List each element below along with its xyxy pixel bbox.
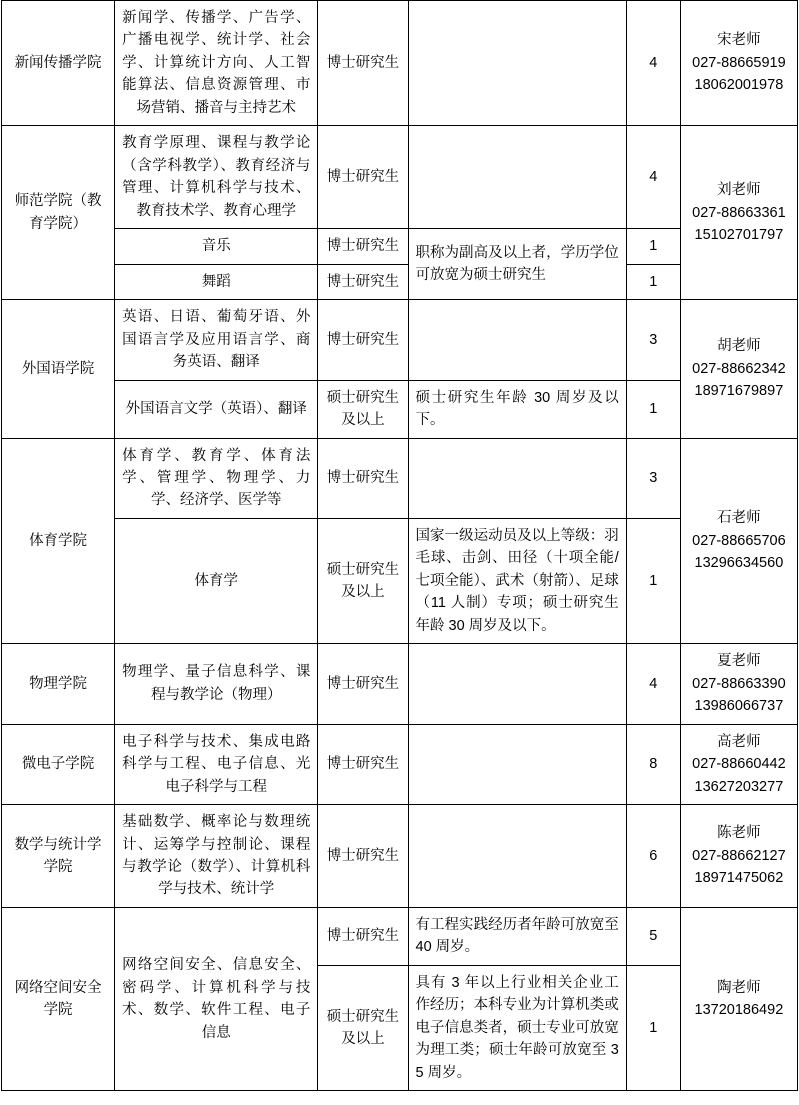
contact-name: 陈老师 [717,825,761,842]
cell-contact [680,805,797,908]
contact-mobile: 13627203277 [694,778,784,795]
cell-degree: 博士研究生 [318,264,408,299]
table-row [2,1,798,126]
contact-name: 宋老师 [717,32,761,49]
cell-remark [408,300,626,380]
cell-major: 网络空间安全、信息安全、密码学、计算机科学与技术、数学、软件工程、电子信息 [115,907,318,1090]
cell-major: 物理学、量子信息科学、课程与教学论（物理） [115,644,318,724]
contact-name: 胡老师 [717,338,761,355]
cell-degree: 博士研究生 [318,907,408,965]
table-row [2,380,798,438]
cell-number: 4 [626,644,680,724]
contact-mobile: 13296634560 [694,555,784,572]
cell-degree: 博士研究生 [318,644,408,724]
contact-phone: 027-88663390 [692,675,786,692]
cell-degree: 硕士研究生及以上 [318,518,408,643]
cell-remark: 职称为副高及以上者，学历学位可放宽为硕士研究生 [408,229,626,300]
table-row [2,438,798,518]
cell-remark [408,438,626,518]
cell-major: 音乐 [115,229,318,264]
table-row [2,907,798,965]
cell-major: 体育学、教育学、体育法学、管理学、物理学、力学、经济学、医学等 [115,438,318,518]
cell-remark: 有工程实践经历者年龄可放宽至 40 周岁。 [408,907,626,965]
table-row [2,724,798,804]
cell-number: 6 [626,805,680,908]
contact-name: 夏老师 [717,653,761,670]
contact-phone: 027-88665706 [692,532,786,549]
cell-remark: 国家一级运动员及以上等级：羽毛球、击剑、田径（十项全能/七项全能）、武术（射箭）、足球（11 人制）专项；硕士研究生年龄 30 周岁及以下。 [408,518,626,643]
cell-college: 数学与统计学学院 [2,805,115,908]
cell-remark [408,644,626,724]
table-row [2,126,798,229]
cell-degree: 博士研究生 [318,1,408,126]
cell-degree: 博士研究生 [318,229,408,264]
cell-number: 1 [626,380,680,438]
cell-remark [408,805,626,908]
contact-mobile: 18971475062 [694,870,784,887]
contact-name: 刘老师 [717,182,761,199]
cell-degree: 博士研究生 [318,724,408,804]
contact-phone: 027-88662127 [692,847,786,864]
cell-degree: 硕士研究生及以上 [318,965,408,1090]
cell-college: 网络空间安全学院 [2,907,115,1090]
table-row [2,518,798,643]
contact-name: 石老师 [717,510,761,527]
cell-college: 物理学院 [2,644,115,724]
table-row [2,264,798,299]
cell-major: 基础数学、概率论与数理统计、运筹学与控制论、课程与教学论（数学）、计算机科学与技术、统计学 [115,805,318,908]
cell-degree: 博士研究生 [318,805,408,908]
cell-remark [408,126,626,229]
table-row [2,805,798,908]
cell-number: 1 [626,229,680,264]
cell-degree: 博士研究生 [318,300,408,380]
cell-remark: 硕士研究生年龄 30 周岁及以下。 [408,380,626,438]
cell-number: 4 [626,1,680,126]
table-body [2,1,798,1091]
contact-phone: 027-88662342 [692,360,786,377]
table-row [2,229,798,264]
recruitment-table [1,0,798,1091]
cell-major: 教育学原理、课程与教学论（含学科教学）、教育经济与管理、计算机科学与技术、教育技术学、教育心理学 [115,126,318,229]
cell-major: 英语、日语、葡萄牙语、外国语言学及应用语言学、商务英语、翻译 [115,300,318,380]
cell-major: 电子科学与技术、集成电路科学与工程、电子信息、光电子科学与工程 [115,724,318,804]
cell-major: 外国语言文学（英语）、翻译 [115,380,318,438]
cell-degree: 博士研究生 [318,438,408,518]
cell-college: 微电子学院 [2,724,115,804]
contact-phone: 027-88663361 [692,204,786,221]
cell-contact [680,644,797,724]
cell-degree: 硕士研究生及以上 [318,380,408,438]
cell-number: 3 [626,438,680,518]
contact-mobile: 18971679897 [694,383,784,400]
cell-remark: 具有 3 年以上行业相关企业工作经历；本科专业为计算机类或电子信息类者，硕士专业可放宽为理工类；硕士年龄可放宽至 35 周岁。 [408,965,626,1090]
contact-phone: 027-88665919 [692,54,786,71]
cell-contact [680,126,797,300]
cell-number: 1 [626,264,680,299]
contact-mobile: 13986066737 [694,698,784,715]
contact-mobile: 18062001978 [694,77,784,94]
cell-number: 5 [626,907,680,965]
cell-college: 外国语学院 [2,300,115,438]
cell-major: 新闻学、传播学、广告学、广播电视学、统计学、社会学、计算统计方向、人工智能算法、信息资源管理、市场营销、播音与主持艺术 [115,1,318,126]
cell-remark [408,1,626,126]
cell-number: 1 [626,518,680,643]
cell-number: 4 [626,126,680,229]
contact-mobile: 15102701797 [694,226,784,243]
contact-name: 陶老师 [717,979,761,996]
cell-contact [680,300,797,438]
cell-contact [680,1,797,126]
cell-remark [408,724,626,804]
cell-major: 体育学 [115,518,318,643]
table-row [2,644,798,724]
cell-number: 3 [626,300,680,380]
table-row [2,300,798,380]
cell-contact [680,724,797,804]
cell-contact [680,438,797,644]
cell-number: 1 [626,965,680,1090]
contact-phone: 027-88660442 [692,756,786,773]
cell-major: 舞蹈 [115,264,318,299]
cell-degree: 博士研究生 [318,126,408,229]
cell-college: 新闻传播学院 [2,1,115,126]
contact-name: 高老师 [717,733,761,750]
cell-college: 体育学院 [2,438,115,644]
contact-phone: 13720186492 [694,1002,784,1019]
cell-college: 师范学院（教育学院） [2,126,115,300]
cell-number: 8 [626,724,680,804]
cell-contact [680,907,797,1090]
